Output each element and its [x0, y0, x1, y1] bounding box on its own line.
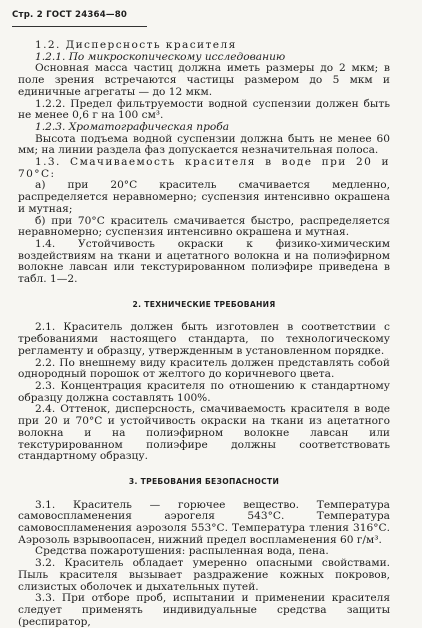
header-rule — [12, 26, 147, 27]
paragraph: Средства пожаротушения: распыленная вода, пена. — [35, 545, 329, 558]
paragraph: 1.2.3. Хроматографическая проба — [35, 120, 230, 133]
paragraph: 1.3. Смачиваемость красителя в воде при 20 и 70°С: — [18, 156, 390, 180]
paragraph: 2.1. Краситель должен быть изготовлен в соответствии с требованиями настоящего стандарта, по технологическому регламенту и образцу, утвержденным в установленном порядке. — [18, 321, 390, 357]
page-header: Стр. 2 ГОСТ 24364—80 — [12, 10, 128, 20]
paragraph: 3.3. При отборе проб, испытании и применении красителя следует применять индивидуальные средства защиты (респиратор, — [18, 592, 390, 628]
paragraph: Высота подъема водной суспензии должна быть не менее 60 мм; на линии раздела фаз допускается незначительная полоса. — [18, 132, 390, 157]
paragraph: 1.2.2. Предел фильтруемости водной суспензии должен быть не менее 0,6 г на 100 см³. — [18, 97, 390, 122]
paragraph: 1.4. Устойчивость окраски к физико-химическим воздействиям на ткани и ацетатного волокна и на полиэфирном волокне лавсан или текстурированном полиэфире приведена в табл. 1—2. — [18, 237, 390, 286]
paragraph: 2.3. Концентрация красителя по отношению к стандартному образцу должна составлять 100%. — [18, 379, 390, 404]
paragraph: 3.1. Краситель — горючее вещество. Температура самовоспламенения аэрогеля 543°С. Температура самовоспламенения аэрозоля 553°С. Температура тления 316°С. Аэрозоль взрывоопасен, нижний предел воспламенения 60 г/м³. — [18, 498, 390, 546]
paragraph: а) при 20°С краситель смачивается медленно, распределяется неравномерно; суспензия интенсивно окрашена и мутная; — [18, 179, 390, 215]
section-heading: 3. ТРЕБОВАНИЯ БЕЗОПАСНОСТИ — [128, 476, 280, 486]
paragraph: 3.2. Краситель обладает умеренно опасными свойствами. Пыль красителя вызывает раздражение кожных покровов, слизистых оболочек и дыхательных путей. — [18, 557, 390, 593]
section-heading: 2. ТЕХНИЧЕСКИЕ ТРЕБОВАНИЯ — [132, 299, 276, 309]
paragraph: 1.2. Дисперсность красителя — [35, 39, 237, 51]
paragraph: 1.2.1. По микроскопическому исследованию — [35, 50, 286, 63]
paragraph: б) при 70°С краситель смачивается быстро, распределяется неравномерно; суспензия интенсивно окрашена и мутная. — [18, 214, 390, 239]
paragraph: 2.2. По внешнему виду краситель должен представлять собой однородный порошок от желтого до коричневого цвета. — [18, 356, 390, 381]
paragraph: 2.4. Оттенок, дисперсность, смачиваемость красителя в воде при 20 и 70°С и устойчивость окраски на ткани из ацетатного волокна и на полиэфирном волокне лавсан или текстурированном полиэфире должны соответствовать стандартному образцу. — [18, 403, 390, 463]
paragraph: Основная масса частиц должна иметь размеры до 2 мкм; в поле зрения встречаются частицы размером до 5 мкм и единичные агрегаты — до 12 мкм. — [18, 62, 390, 98]
document-body — [18, 40, 390, 628]
